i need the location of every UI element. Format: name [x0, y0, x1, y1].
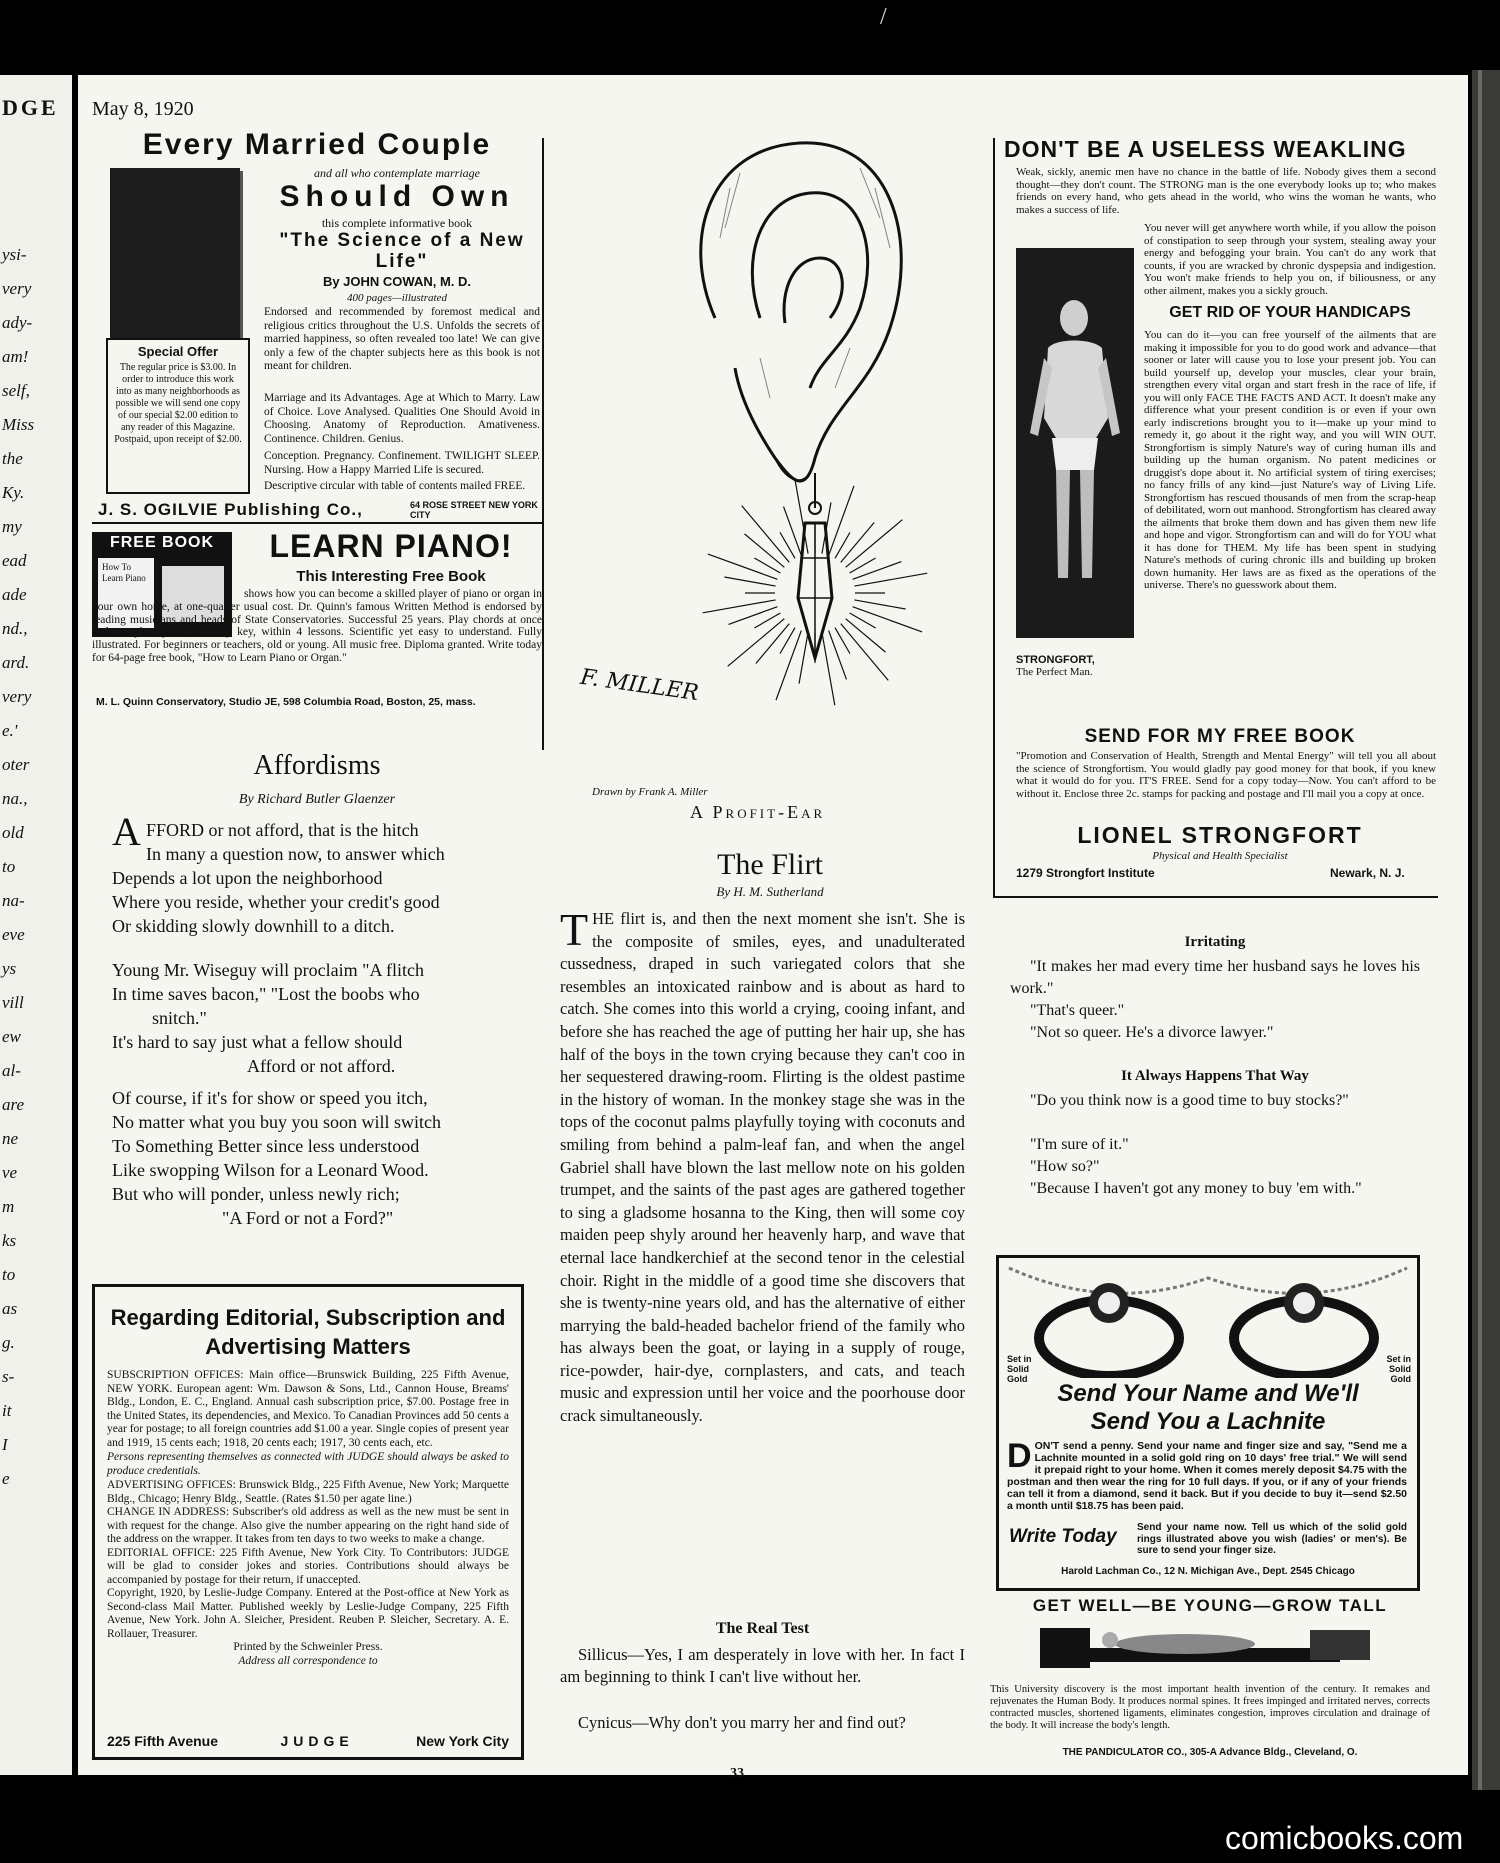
light-ray — [729, 607, 778, 625]
previous-page-fragment: to — [2, 857, 16, 876]
poem-line: FFORD or not afford, that is the hitch — [146, 820, 419, 840]
light-ray — [841, 624, 889, 681]
editorial-subscription: SUBSCRIPTION OFFICES: Main office—Brunswick Building, 225 Fifth Avenue, NEW YORK. European agent: Wm. Dawson & Sons, Ltd., Cannon House, Breams' Bldg., London, E. C., England. Annual cash subscription price, $7.00. Postage free in the United States, its dependencies, and Mexico. To Canadian Provinces add 50 cents a year for postage; to all foreign countries add $1.00 a year. Single copies of present year and 1919, 15 cents each; 1918, 20 cents each; 1917, 30 cents each, etc. — [107, 1369, 509, 1449]
always-line3: "How so?" — [1030, 1158, 1100, 1175]
light-ray — [776, 631, 801, 701]
light-ray — [841, 523, 874, 563]
cowan-sub1: and all who contemplate marriage — [314, 166, 480, 180]
send-book-text: "Promotion and Conservation of Health, Strength and Mental Energy" will tell you all about the science of Strongfortism. You would gladly pay good money for that book, if you knew what it would do for you. IT'S FREE. Send for a copy today—Now. You can't afford to be without it. Enclose three 2c. stamps for packing and postage and I'll mail you a copy at once. — [1016, 750, 1436, 800]
previous-page-fragment: al- — [2, 1061, 21, 1080]
strongfort-subheading: GET RID OF YOUR HANDICAPS — [1169, 304, 1411, 321]
irritating-line2: "That's queer." — [1030, 1002, 1125, 1019]
lachnite-ad — [996, 1255, 1420, 1591]
previous-page-fragment: ead — [2, 551, 27, 570]
flirt-title: The Flirt — [717, 848, 823, 881]
strongfort-name: LIONEL STRONGFORT — [1077, 822, 1363, 848]
stretching-device-illustration — [1010, 1620, 1410, 1680]
cowan-pages: 400 pages—illustrated — [347, 292, 447, 304]
editorial-title: Regarding Editorial, Subscription and Advertising Matters — [110, 1305, 506, 1359]
poem-line: It's hard to say just what a fellow should — [112, 1032, 403, 1052]
poem-line: Depends a lot upon the neighborhood — [112, 868, 383, 888]
watermark: comicbooks.com — [1225, 1820, 1464, 1856]
light-ray — [784, 507, 802, 556]
previous-page-fragment: m — [2, 1197, 15, 1216]
strongfort-ad — [1000, 130, 1440, 894]
strongfort-paragraph-3: You can do it—you can free yourself of the ailments that are making it impossible for you to do good work and advance—that sooner or later will cause you to lose your present job. You can build yourself up, develop your muscles, clear your brain, strengthen every vital organ and start fresh in the race of life, if you will only FACE THE FACTS AND ACT. It doesn't make any difference what your present condition is or even if your own early indiscretions brought you to it—make up your mind to remedy it, go about it the right way, and you will WIN OUT. Strongfortism is simply Nature's way of curing human ills and building up the human organism. No patent medicines or druggist's dope about it. No artificial system of tiring exercises; no fancy frills of any kind—just Nature's way of Living Life. Strongfortism has rescued thousands of men from the scrap-heap of debilitated, worn out manhood. Strongfortism has cleared away the ailments that broke them down and has given them new life and hope and vigor. Strongfortism can and will do for YOU what it has done for THEM. My life has been spent in studying Nature's methods of curing chronic ills and building up broken down humanity. Her laws are as fixed as the operations of the universe. There's no guesswork about them. — [1144, 329, 1436, 591]
light-ray — [728, 619, 785, 667]
column-rule — [542, 138, 544, 750]
always-line2: "I'm sure of it." — [1030, 1136, 1129, 1153]
previous-page-fragment: self, — [2, 381, 30, 400]
strongfort-footer-right: Newark, N. J. — [1330, 866, 1405, 880]
send-book-heading: SEND FOR MY FREE BOOK — [1084, 726, 1356, 747]
editorial-footer-left: 225 Fifth Avenue — [107, 1733, 218, 1749]
previous-page-fragment: nd., — [2, 619, 28, 638]
top-mark: / — [880, 4, 887, 30]
poem-line: Or skidding slowly downhill to a ditch. — [112, 916, 395, 936]
previous-page-fragment: ew — [2, 1027, 21, 1046]
ad-divider — [993, 896, 1438, 898]
editorial-copyright: Copyright, 1920, by Leslie-Judge Company. Entered at the Post-office at New York as Second-class Mail Matter. Published weekly by Leslie-Judge Company, 225 Fifth Avenue, New York. John A. Sleicher, President. Reuben P. Sleicher, Secretary. A. E. Rollauer, Treasurer. — [107, 1587, 509, 1640]
previous-page-fragment: vill — [2, 993, 24, 1012]
poem-line: In many a question now, to answer which — [146, 844, 445, 864]
editorial-correspondence: Address all correspondence to — [238, 1654, 378, 1667]
strongfort-title: Physical and Health Specialist — [1152, 850, 1288, 862]
right-ring-label: Set in Solid Gold — [1386, 1354, 1411, 1384]
flirt-dropcap: T — [560, 904, 589, 955]
poem-line: Afford or not afford. — [247, 1056, 396, 1076]
special-offer-text: The regular price is $3.00. In order to introduce this work into as many neighborhoods as possible we will send one copy of our special $2.00 edition to any reader of this Magazine. Postpaid, upon receipt of $2.00. — [114, 362, 242, 445]
poem-line: But who will ponder, unless newly rich; — [112, 1184, 400, 1204]
cowan-ad — [92, 128, 542, 520]
grow-footer: THE PANDICULATOR CO., 305-A Advance Bldg., Cleveland, O. — [1062, 1747, 1358, 1758]
piano-ad — [92, 528, 542, 708]
previous-page-fragment: ys — [2, 959, 17, 978]
previous-page-fragment: as — [2, 1299, 18, 1318]
light-ray — [846, 520, 903, 568]
write-today-text: Send your name now. Tell us which of the solid gold rings illustrated above you wish (ladies' or men's). Be sure to send your finger size. — [1137, 1522, 1407, 1556]
editorial-office: EDITORIAL OFFICE: 225 Fifth Avenue, New York City. To Contributors: JUDGE will be glad to consider jokes and stories. Contributions should always be accompanied by postage for their return, if unaccepted. — [107, 1546, 509, 1586]
previous-page-fragment: very — [2, 687, 32, 706]
poem-line: In time saves bacon," "Lost the boobs who — [112, 984, 420, 1004]
real-test-line2: Cynicus—Why don't you marry her and find out? — [578, 1713, 906, 1732]
always-line1: "Do you think now is a good time to buy stocks?" — [1030, 1092, 1349, 1109]
light-ray — [846, 619, 886, 652]
affordisms-title: Affordisms — [253, 750, 381, 781]
previous-page-fragment: ard. — [2, 653, 30, 672]
previous-page-fragment: old — [2, 823, 24, 842]
previous-page-fragment: the — [2, 449, 23, 468]
poem-line: "A Ford or not a Ford?" — [222, 1208, 394, 1228]
book-cover-image — [110, 168, 240, 338]
piano-headline: LEARN PIANO! — [269, 528, 513, 564]
write-today: Write Today — [1009, 1526, 1117, 1547]
previous-page-fragment: ysi- — [2, 245, 27, 264]
irritating-title: Irritating — [1184, 934, 1246, 950]
editorial-advertising: ADVERTISING OFFICES: Brunswick Bldg., 225 Fifth Avenue, New York; Marquette Bldg., Chicago; Henry Bldg., Seattle. (Rates $1.50 per agate line.) — [107, 1479, 509, 1505]
cowan-author: By JOHN COWAN, M. D. — [322, 274, 472, 289]
previous-page-fragment: to — [2, 1265, 16, 1284]
cowan-book-title: "The Science of a New Life" — [279, 230, 525, 272]
cowan-body2: Marriage and its Advantages. Age at Which to Marry. Law of Choice. Love Analysed. Qualities One Should Avoid in Choosing. Anatomy of Reproduction. Amativeness. Continence. Children. Genius. — [264, 392, 540, 445]
light-ray — [854, 600, 905, 609]
light-ray — [829, 486, 854, 556]
previous-page-fragment: I — [2, 1435, 8, 1454]
piano-sub: This Interesting Free Book — [296, 568, 486, 585]
photo-caption: The Perfect Man. — [1016, 666, 1093, 678]
editorial-address-change: CHANGE IN ADDRESS: Subscriber's old address as well as the new must be sent in with request for the change. Also give the number appearing on the right hand side of the address on the wrapper. It takes from ten days to two weeks to make a change. — [107, 1506, 509, 1545]
previous-page-fragment: are — [2, 1095, 25, 1114]
grow-headline: GET WELL—BE YOUNG—GROW TALL — [1032, 1596, 1388, 1615]
cowan-sub2: this complete informative book — [321, 216, 473, 230]
special-offer-title: Special Offer — [137, 344, 219, 359]
affordisms-byline: By Richard Butler Glaenzer — [238, 792, 396, 807]
editorial-credentials: Persons representing themselves as connected with JUDGE should always be asked to produce credentials. — [107, 1451, 509, 1477]
flirt-byline: By H. M. Sutherland — [716, 884, 824, 899]
strongfort-intro: Weak, sickly, anemic men have no chance in the battle of life. Nobody gives them a second thought—they don't count. The STRONG man is the one everybody looks up to; who makes friends on every hand, who gets ahead in the world, who wins the woman he wants, who makes a success of life. — [1016, 166, 1436, 216]
light-ray — [745, 534, 785, 567]
poem-line: Of course, if it's for show or speed you itch, — [112, 1088, 428, 1108]
lachnite-headline-1: Send Your Name and We'll — [1057, 1380, 1359, 1407]
previous-page-fragment: oter — [2, 755, 30, 774]
page-date: May 8, 1920 — [92, 98, 194, 120]
previous-page-fragment: e.' — [2, 721, 18, 740]
previous-page-header: DGE — [2, 95, 59, 120]
previous-page-fragment: g. — [2, 1333, 15, 1352]
cowan-body4: Descriptive circular with table of contents mailed FREE. — [264, 480, 526, 492]
editorial-footer-right: New York City — [416, 1733, 509, 1749]
always-line4: "Because I haven't got any money to buy 'em with." — [1030, 1180, 1362, 1197]
previous-page-fragment: very — [2, 279, 32, 298]
editorial-box — [92, 1284, 524, 1760]
poem-line: To Something Better since less understood — [112, 1136, 420, 1156]
light-ray — [853, 562, 902, 580]
editorial-printer: Printed by the Schweinler Press. — [233, 1641, 383, 1653]
piano-book-cover: How To Learn Piano — [98, 558, 154, 628]
light-ray — [708, 554, 778, 579]
ear-cartoon — [560, 128, 980, 778]
previous-page-fragment: am! — [2, 347, 29, 366]
column-rule — [993, 138, 995, 898]
cartoon-credit: Drawn by Frank A. Miller — [592, 786, 708, 798]
lachnite-body-wrap — [1007, 1437, 1407, 1512]
flirt-article — [560, 904, 965, 1428]
artist-signature: F. MILLER — [578, 664, 701, 707]
strongfort-paragraph-2: You never will get anywhere worth while, if you allow the poison of constipation to seep through your system, stealing away your energy and befogging your brain. You can't do any work that counts, if you are wracked by chronic dyspepsia and indigestion. You won't make friends to help you on, if biliousness, or any other ailment, makes you a sickly grouch. — [1144, 222, 1436, 297]
grow-body: This University discovery is the most important health invention of the century. It remakes and rejuvenates the Human Body. It produces normal spines. It frees impinged and irritated nerves, corrects contracted muscles, shortened ligaments, eliminates congestion, improves circulation and drainage of the body. It will increase the body's length. — [990, 1684, 1430, 1731]
poem-line: No matter what you buy you soon will switch — [112, 1112, 441, 1132]
pandiculator-image — [1010, 1620, 1410, 1680]
strongfort-footer-left: 1279 Strongfort Institute — [1016, 866, 1155, 880]
affordisms-dropcap: A — [112, 809, 141, 854]
strongfort-photo — [1016, 248, 1134, 638]
book-spine — [1472, 70, 1500, 1790]
previous-page-fragment: Miss — [2, 415, 35, 434]
poem-line: Where you reside, whether your credit's good — [112, 892, 440, 912]
page-number: 33 — [730, 1766, 744, 1781]
lachnite-dropcap: D — [1007, 1437, 1032, 1475]
piano-body: shows how you can become a skilled player of piano or organ in your own home, at one-quarter usual cost. Dr. Quinn's famous Written Method is endorsed by leading musicians and heads of State Conservatories. Successful 25 years. Play chords at once and complete piece in every key, within 4 lessons. Scientific yet easy to understand. Fully illustrated. For beginners or teachers, old or young. All music free. Diploma granted. Write today for 64-page free book, "How to Learn Piano or Organ." — [92, 588, 542, 664]
book-spine-edge — [1478, 70, 1482, 1790]
real-test-line1: Sillicus—Yes, I am desperately in love with her. In fact I am beginning to think I can't live without her. — [560, 1645, 965, 1686]
lachnite-headline-2: Send You a Lachnite — [1090, 1408, 1326, 1435]
special-offer-box — [106, 338, 250, 494]
affordisms-stanza-1 — [112, 818, 532, 938]
light-ray — [724, 577, 775, 586]
light-ray — [742, 506, 790, 563]
cowan-headline: Every Married Couple — [142, 128, 492, 161]
lachnite-body: ON'T send a penny. Send your name and finger size and say, "Send me a Lachnite mounted in a solid gold ring on 10 days' free trial." We will send it prepaid right to your home. When it comes merely deposit $4.75 with the postman and then wear the ring for 10 full days. If you, or if any of your friends can tell it from a diamond, send it back. But if you decide to buy it—send $2.50 a month until $18.75 has been paid. — [1007, 1440, 1407, 1512]
rings-illustration — [999, 1258, 1417, 1378]
poem-line: snitch." — [152, 1008, 207, 1028]
lachnite-footer: Harold Lachman Co., 12 N. Michigan Ave., Dept. 2545 Chicago — [1061, 1566, 1355, 1577]
previous-page-fragment: it — [2, 1401, 12, 1420]
editorial-footer — [107, 1733, 509, 1749]
free-book-badge: FREE BOOK — [109, 534, 215, 551]
cowan-body3: Conception. Pregnancy. Confinement. TWILIGHT SLEEP. Nursing. How a Happy Married Life is secured. — [264, 450, 540, 476]
editorial-footer-judge: JUDGE — [280, 1733, 354, 1749]
light-ray — [853, 607, 923, 632]
photo-name: STRONGFORT, — [1016, 654, 1095, 666]
previous-page-fragment: na- — [2, 891, 25, 910]
poem-line: Young Mr. Wiseguy will proclaim "A flitch — [112, 960, 424, 980]
previous-page-fragment: my — [2, 517, 22, 536]
previous-page-fragment: ady- — [2, 313, 33, 332]
left-ring-label: Set in Solid Gold — [1007, 1354, 1032, 1384]
cowan-publisher: J. S. OGILVIE Publishing Co., — [98, 500, 363, 519]
affordisms-stanza-3 — [112, 1086, 532, 1230]
previous-page-fragment: eve — [2, 925, 25, 944]
cowan-should-own: Should Own — [279, 180, 515, 213]
previous-page-fragment: na., — [2, 789, 28, 808]
irritating-line1: "It makes her mad every time her husband says he loves his work." — [1010, 958, 1420, 997]
previous-page-fragment: s- — [2, 1367, 15, 1386]
flirt-body: HE flirt is, and then the next moment she isn't. She is the composite of smiles, eyes, and unadulterated cussedness, draped in such variegated colors that she resembles an intoxicated rainbow and is about as hard to catch. She comes into this world a crying, cooing infant, and before she has reached the age of putting her hair up, she has half of the boys in the town crying because they can't coo in her sequestered drawing-room. Flirting is the oldest pastime in the history of woman. In the monkey stage she was in the tops of the coconut palms playfully toying with coconuts and smiling from behind a palm-leaf fan, and when the angel Gabriel shall have blown the last mellow note on his golden trumpet, and the saints of the past ages are gathered together to sing a gladsome hosanna to the King, then will some coy maiden peep shyly around her heavenly harp, and wave that eternal lace handkerchief at the second tenor in the celestial choir. Right in the middle of a good time she discovers that she is twenty-nine years old, and has the alternative of either marrying the bald-headed bachelor friend of the family who has always been the goat, or laying in a supply of rouge, rice-powder, hair-dye, cornplasters, and cats, and teach music and expression until her voice and the poorhouse door crack simultaneously. — [560, 909, 965, 1426]
ad-divider — [92, 522, 542, 524]
previous-page-fragment: e — [2, 1469, 10, 1488]
previous-page-fragment: ks — [2, 1231, 17, 1250]
real-test-title: The Real Test — [715, 1620, 810, 1637]
previous-page-fragment: Ky. — [2, 483, 25, 502]
irritating-line3: "Not so queer. He's a divorce lawyer." — [1030, 1024, 1274, 1041]
cowan-address: 64 ROSE STREET NEW YORK CITY — [410, 500, 538, 520]
previous-page-strip — [0, 75, 72, 1775]
previous-page-fragment: ne — [2, 1129, 19, 1148]
always-title: It Always Happens That Way — [1121, 1068, 1309, 1084]
affordisms-stanza-2 — [112, 958, 532, 1078]
cowan-body1: Endorsed and recommended by foremost medical and religious critics throughout the U.S. Unfolds the secrets of married happiness, so often revealed too late! We can give only a few of the chapter subjects here as this book is not meant for children. — [264, 306, 540, 372]
previous-page-fragment: ve — [2, 1163, 18, 1182]
previous-page-fragment: ade — [2, 585, 27, 604]
light-ray — [756, 624, 789, 664]
poem-line: Like swopping Wilson for a Leonard Wood. — [112, 1160, 429, 1180]
strongman-figure — [1016, 248, 1134, 638]
piano-footer: M. L. Quinn Conservatory, Studio JE, 598 Columbia Road, Boston, 25, mass. — [96, 696, 476, 708]
cartoon-caption: A Profit-Ear — [690, 802, 826, 822]
light-ray — [829, 631, 847, 680]
light-ray — [799, 632, 808, 683]
strongfort-headline: DON'T BE A USELESS WEAKLING — [1004, 136, 1407, 162]
